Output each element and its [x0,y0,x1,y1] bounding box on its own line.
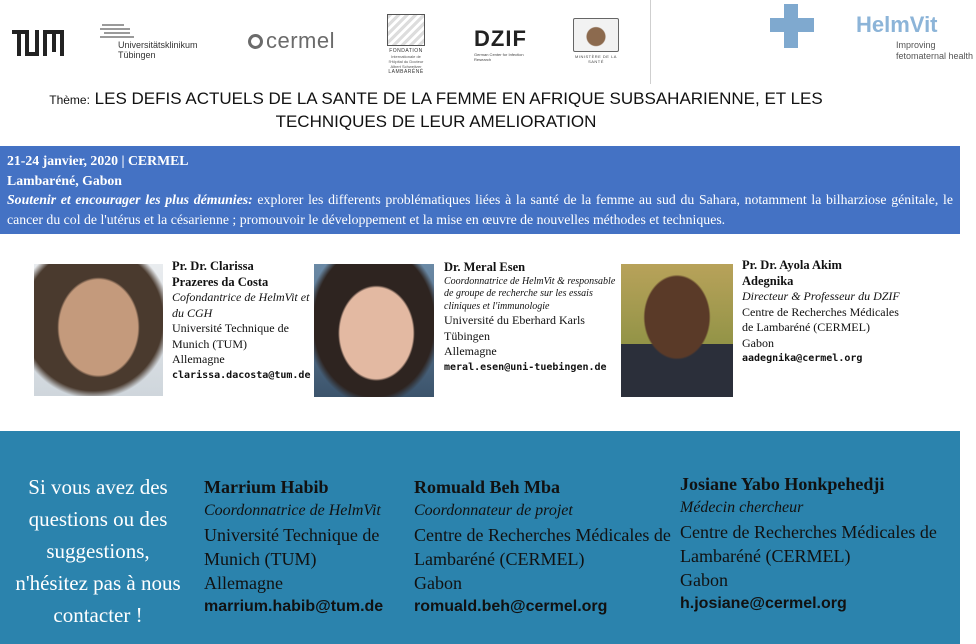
ministere-logo-text: MINISTÈRE DE LA SANTÉ [575,54,617,64]
contact-name: Marrium Habib [204,477,329,497]
dzif-logo-text: DZIF [474,26,527,51]
event-lead: Soutenir et encourager les plus démunies: [7,192,253,207]
logo-divider [650,0,651,84]
event-description-text: explorer les differents problématiques liées à la santé de la femme au sud du Sahara, notamment la bilharziose génitale, le cancer du col de l'utérus et la césarienne ; promouvoir le développement et la mise en œuvre de nouvelles méthodes et techniques. [7,192,953,227]
speaker-name: Adegnika [742,273,794,288]
speaker-role: Cofondantrice de HelmVit et du CGH [172,290,310,320]
contact-email[interactable]: h.josiane@cermel.org [680,595,847,612]
contact-role: Coordonnatrice de HelmVit [204,502,381,519]
speaker-email[interactable]: clarissa.dacosta@tum.de [172,369,311,381]
ministere-seal-icon [573,18,619,52]
helmvit-cross-icon [770,4,814,48]
contact-affiliation: Centre de Recherches Médicales de Lambaréné (CERMEL) [680,522,937,566]
schweitzer-portrait-icon [387,14,425,46]
speaker-name: Prazeres da Costa [172,274,269,289]
dzif-logo [474,26,534,62]
cermel-logo [248,28,335,54]
contact-name: Romuald Beh Mba [414,477,561,497]
speaker-affiliation: Centre de Recherches Médicales de Lambaréné (CERMEL) [742,304,899,334]
contact-country: Gabon [414,573,462,593]
speaker-role: Coordonnatrice de HelmVit & responsable de groupe de recherche sur les essais cliniques et l'immunologie [444,275,616,312]
contact-card [680,472,942,616]
theme-label: Thème: [49,93,90,107]
event-dates: 21-24 janvier, 2020 | CERMEL [7,153,189,168]
speaker-card [172,259,310,383]
theme-text: LES DEFIS ACTUELS DE LA SANTE DE LA FEMME EN AFRIQUE SUBSAHARIENNE, ET LES TECHNIQUES DE LEUR AMELIORATION [94,89,823,131]
speaker-email[interactable]: meral.esen@uni-tuebingen.de [444,361,607,373]
contact-affiliation: Centre de Recherches Médicales de Lambaréné (CERMEL) [414,525,671,569]
contact-name: Josiane Yabo Honkpehedji [680,474,885,494]
event-place: Lambaréné, Gabon [7,172,122,188]
speaker-country: Allemagne [444,344,497,358]
ministere-sante-logo [571,18,621,64]
cermel-ring-icon [248,34,263,49]
speaker-country: Gabon [742,335,774,350]
speaker-email[interactable]: aadegnika@cermel.org [742,353,863,364]
speaker-card [444,260,616,375]
event-description [7,190,953,229]
tum-logo [12,30,64,61]
tum-logo-mark [12,30,64,56]
speaker-affiliation: Université du Eberhard Karls Tübingen [444,313,585,343]
speaker-role: Directeur & Professeur du DZIF [742,289,900,303]
speaker-affiliation: Université Technique de Munich (TUM) [172,321,289,351]
speaker-card [742,258,902,367]
helmvit-name: HelmVit [856,12,938,37]
theme-heading [0,88,872,132]
contact-country: Allemagne [204,573,283,593]
speaker-photo-clarissa [34,264,163,396]
contact-role: Médecin chercheur [680,499,804,516]
dzif-logo-subtitle: German Center for Infection Research [474,52,524,62]
fas-line2: Internationale de l'Hôpital du Docteur Albert Schweitzer [388,54,424,69]
cermel-logo-text: cermel [266,28,336,53]
fondation-schweitzer-logo [386,14,426,75]
contact-card [414,475,676,619]
contact-role: Coordonnateur de projet [414,502,573,519]
contact-email[interactable]: marrium.habib@tum.de [204,598,384,615]
contact-email[interactable]: romuald.beh@cermel.org [414,598,608,615]
speaker-photo-ayola [621,264,733,397]
speaker-name: Pr. Dr. Ayola Akim [742,258,842,272]
ukt-logo-text: Universitätsklinikum Tübingen [118,40,198,60]
contact-affiliation: Université Technique de Munich (TUM) [204,525,380,569]
speaker-photo-meral [314,264,434,397]
event-band [0,146,960,234]
speaker-name: Pr. Dr. Clarissa [172,259,254,273]
contact-prompt: Si vous avez des questions ou des suggestions, n'hésitez pas à nous contacter ! [15,475,181,627]
speaker-country: Allemagne [172,352,225,366]
fas-line1: FONDATION [389,48,423,54]
contact-country: Gabon [680,570,728,590]
fas-line3: LAMBARÉNÉ [388,69,424,75]
speaker-name: Dr. Meral Esen [444,260,526,274]
logo-bar [0,0,974,82]
contact-card [204,475,404,619]
helmvit-tagline: Improving fetomaternal health [896,40,974,61]
